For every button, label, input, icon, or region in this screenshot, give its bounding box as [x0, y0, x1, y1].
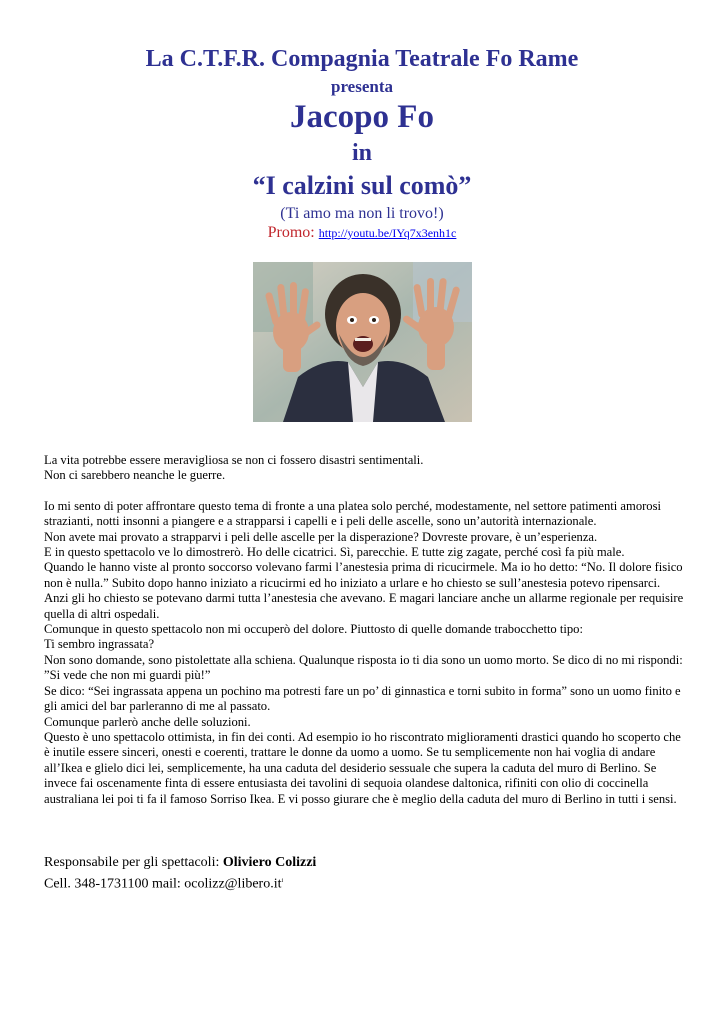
paragraph: E in questo spettacolo ve lo dimostrerò. Ho delle cicatrici. Sì, parecchie. E tutte zig zagate, perché così fa più male.: [44, 545, 625, 560]
contact-info: Cell. 348-1731100 mail: ocolizz@libero.it: [44, 876, 282, 892]
promo-label: Promo:: [267, 224, 315, 241]
body-text: [44, 453, 684, 807]
paragraph: Questo è uno spettacolo ottimista, in fin dei conti. Ad esempio io ho riscontrato miglioramenti drastici quando ho scoperto che è inutile essere sinceri, onesti e coerenti, trattare le donne da uomo a uomo. Se tu semplicemente non hai voglia di andare all’Ikea e glielo dici lei, semplicemente, ha una caduta del desiderio sessuale che supera la caduta del muro di Berlino. Se invece fai oscenamente finta di essere entusiasta dei tavolini di sequoia olandese daltonica, rifiniti con olio di coccinella australiana lei poi ti fa il famoso Sorriso Ikea. E vi posso giurare che è meglio della caduta del muro di Berlino in tutti i sensi.: [44, 729, 681, 806]
paragraph: Non avete mai provato a strapparvi i peli delle ascelle per la disperazione? Dovreste provare, è un’esperienza.: [44, 529, 598, 544]
actor-photo: [253, 262, 472, 422]
promo-link[interactable]: http://youtu.be/IYq7x3enh1c: [318, 226, 457, 240]
paragraph: Comunque in questo spettacolo non mi occuperò del dolore. Piuttosto di quelle domande trabocchetto tipo:: [44, 622, 583, 637]
in-label: in: [351, 140, 372, 166]
presenta-label: presenta: [330, 77, 393, 96]
paragraph: Comunque parlerò anche delle soluzioni.: [44, 714, 251, 729]
show-subtitle: (Ti amo ma non li trovo!): [280, 205, 444, 222]
intro-line: Non ci sarebbero neanche le guerre.: [44, 468, 226, 483]
footer-contact: [44, 854, 684, 894]
company-heading: La C.T.F.R. Compagnia Teatrale Fo Rame: [145, 46, 579, 72]
responsabile-name: Oliviero Colizzi: [222, 855, 317, 870]
paragraph: Io mi sento di poter affrontare questo tema di fronte a una platea solo perché, modestamente, nel settore patimenti amorosi strazianti, notti insonni a piangere e a strapparsi i capelli e i peli delle ascelle, sono un’autorità internazionale.: [44, 498, 662, 529]
footnote-mark: i: [281, 878, 284, 884]
paragraph: Se dico: “Sei ingrassata appena un pochino ma potresti fare un po’ di ginnastica e torni subito in forma” sono un uomo finito e gli amici del bar parleranno di me al passato.: [44, 683, 681, 714]
intro-line: La vita potrebbe essere meravigliosa se non ci fossero disastri sentimentali.: [44, 453, 424, 467]
show-title: “I calzini sul comò”: [252, 171, 472, 200]
paragraph: Non sono domande, sono pistolettate alla schiena. Qualunque risposta io ti dia sono un uomo morto. Se dico di no mi rispondi: ”Si vede che non mi guardi più!”: [44, 652, 683, 683]
responsabile-line: [44, 854, 684, 872]
paragraph: Quando le hanno viste al pronto soccorso volevano farmi l’anestesia prima di ricucirmele. Ma io ho detto: “No. Il dolore fisico non è nulla.” Subito dopo hanno iniziato a ricucirmi ed ho iniziato a urlare e ho chiesto se sull’anestesia potevo ripensarci. Anzi gli ho chiesto se potevano darmi tutta l’anestesia che avevano. E magari lanciare anche un allarme regionale per requisire quella di altri ospedali.: [44, 560, 684, 621]
responsabile-label: Responsabile per gli spettacoli:: [44, 855, 220, 870]
paragraph: Ti sembro ingrassata?: [44, 637, 155, 652]
contact-line: [44, 872, 684, 894]
actor-name: Jacopo Fo: [290, 99, 434, 135]
promo-line: [0, 223, 724, 243]
